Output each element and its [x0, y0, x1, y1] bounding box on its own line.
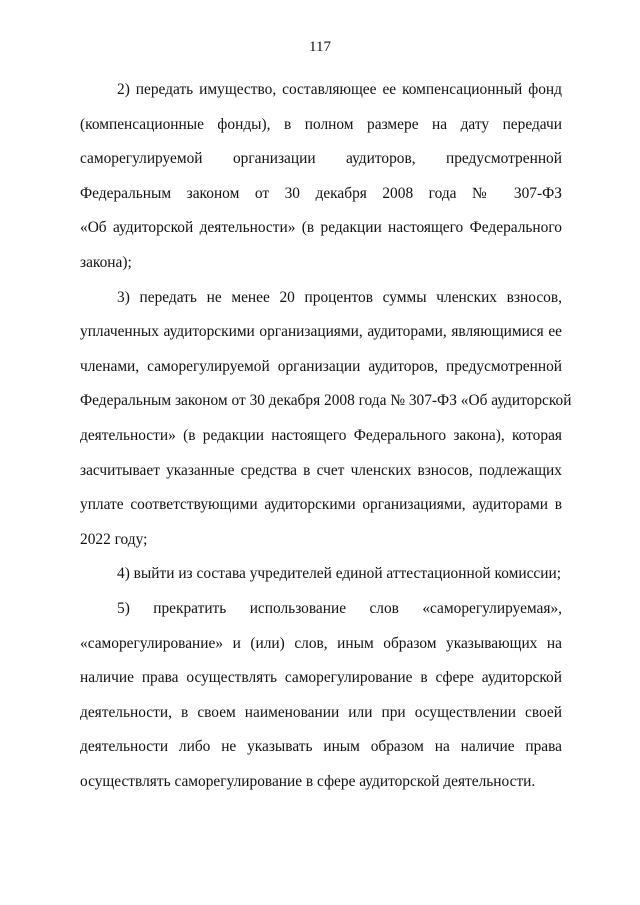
text-line: 3) передать не менее 20 процентов суммы членских взносов,: [117, 288, 562, 306]
text-line: (компенсационные фонды), в полном размере на дату передачи: [80, 115, 562, 133]
text-line: деятельности либо не указывать иным образом на наличие права: [80, 738, 562, 756]
text-line: деятельности, в своем наименовании или при осуществлении своей: [80, 703, 562, 721]
text-line: 5) прекратить использование слов «саморегулируемая»,: [117, 599, 562, 617]
paragraph-item-2: [80, 73, 562, 281]
text-line: наличие права осуществлять саморегулирование в сфере аудиторской: [80, 669, 562, 687]
text-line: Федеральным законом от 30 декабря 2008 года № 307-ФЗ «Об аудиторской: [80, 392, 572, 410]
paragraph-item-5: [80, 592, 562, 800]
text-line: саморегулируемой организации аудиторов, предусмотренной: [80, 150, 562, 168]
text-line: уплаченных аудиторскими организациями, аудиторами, являющимися ее: [80, 323, 562, 341]
paragraph-item-3: [80, 281, 572, 558]
text-line: осуществлять саморегулирование в сфере аудиторской деятельности.: [80, 772, 536, 790]
page-number: 117: [309, 39, 331, 55]
text-line: 2022 году;: [80, 530, 148, 548]
paragraph-item-4: [80, 557, 562, 592]
text-line: членами, саморегулируемой организации аудиторов, предусмотренной: [80, 357, 562, 375]
text-line: 2) передать имущество, составляющее ее компенсационный фонд: [117, 81, 562, 98]
text-line: уплате соответствующими аудиторскими организациями, аудиторами в: [80, 496, 562, 514]
document-body: [80, 73, 572, 799]
text-line: засчитывает указанные средства в счет членских взносов, подлежащих: [80, 461, 562, 479]
text-line: Федеральным законом от 30 декабря 2008 года № 307-ФЗ: [80, 184, 562, 202]
text-line: деятельности» (в редакции настоящего Федерального закона), которая: [80, 426, 562, 444]
text-line: закона);: [80, 253, 132, 271]
text-line: «саморегулирование» и (или) слов, иным образом указывающих на: [80, 634, 562, 652]
text-line: «Об аудиторской деятельности» (в редакции настоящего Федерального: [80, 219, 562, 237]
text-line: 4) выйти из состава учредителей единой аттестационной комиссии;: [117, 565, 561, 583]
